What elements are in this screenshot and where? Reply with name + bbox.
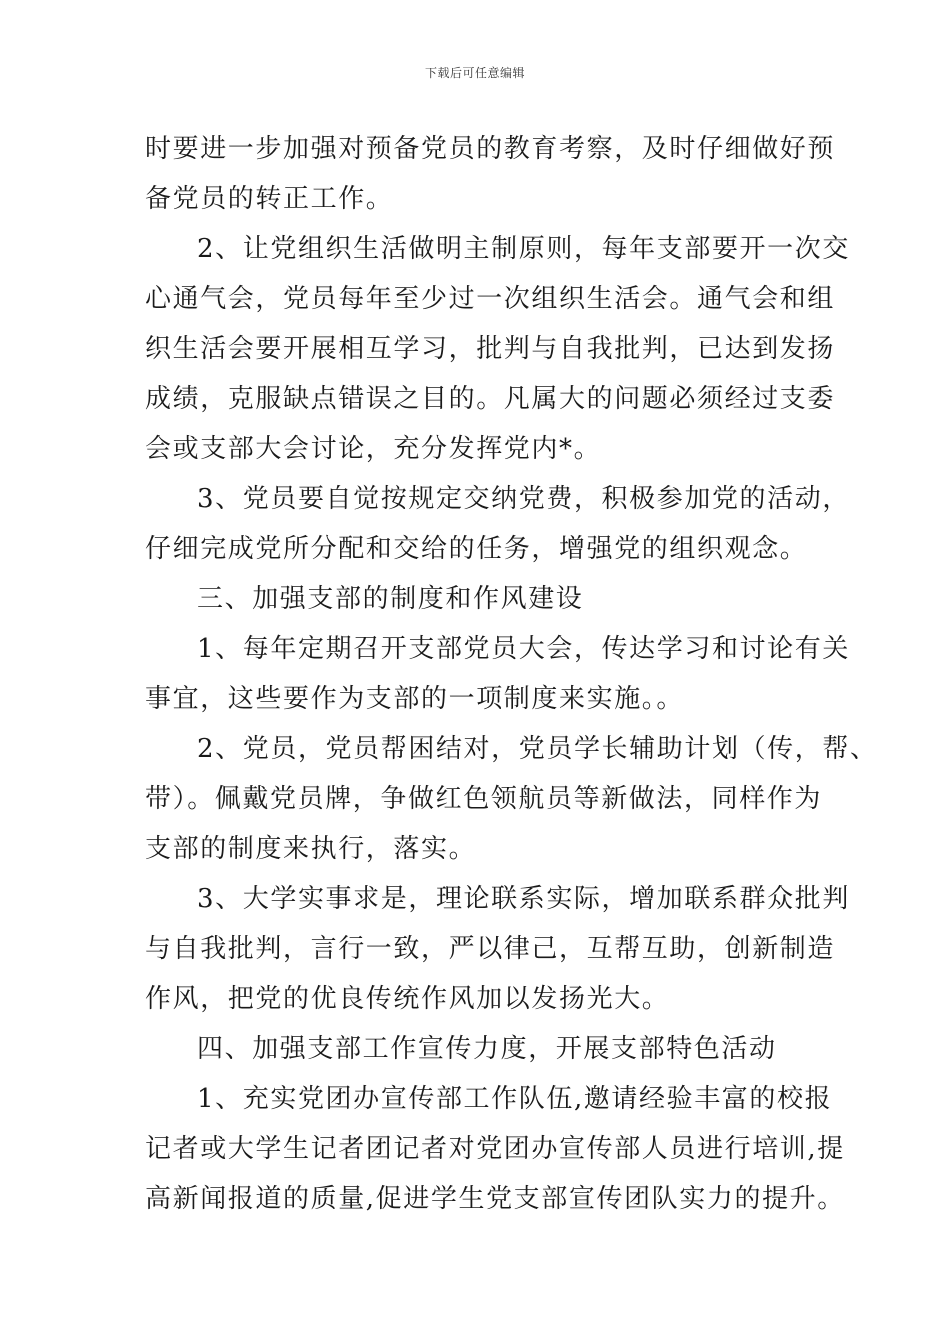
text-line: 1、每年定期召开支部党员大会，传达学习和讨论有关	[197, 634, 850, 664]
text-line: 成绩，克服缺点错误之目的。凡属大的问题必须经过支委	[145, 384, 836, 414]
text-line: 备党员的转正工作。	[145, 184, 394, 214]
text-line: 事宜，这些要作为支部的一项制度来实施。。	[145, 684, 685, 714]
text-line: 心通气会，党员每年至少过一次组织生活会。通气会和组	[145, 284, 836, 314]
text-line: 会或支部大会讨论，充分发挥党内*。	[145, 434, 602, 464]
text-line: 四、加强支部工作宣传力度，开展支部特色活动	[197, 1034, 777, 1064]
text-line: 1、充实党团办宣传部工作队伍,邀请经验丰富的校报	[197, 1084, 833, 1114]
text-line: 2、让党组织生活做明主制原则，每年支部要开一次交	[197, 234, 850, 264]
document-body	[145, 124, 878, 1224]
page-header: 下载后可任意编辑	[424, 66, 525, 80]
text-line: 时要进一步加强对预备党员的教育考察，及时仔细做好预	[145, 134, 836, 164]
text-line: 与自我批判，言行一致，严以律己，互帮互助，创新制造	[145, 934, 836, 964]
text-line: 带）。佩戴党员牌，争做红色领航员等新做法，同样作为	[145, 784, 823, 814]
text-line: 3、党员要自觉按规定交纳党费，积极参加党的活动，	[197, 484, 850, 514]
text-line: 三、加强支部的制度和作风建设	[197, 584, 584, 614]
text-line: 高新闻报道的质量,促进学生党支部宣传团队实力的提升。	[145, 1184, 845, 1214]
text-line: 仔细完成党所分配和交给的任务，增强党的组织观念。	[145, 534, 808, 564]
text-line: 支部的制度来执行，落实。	[145, 834, 477, 864]
text-line: 2、党员，党员帮困结对，党员学长辅助计划（传，帮、	[197, 734, 878, 764]
text-line: 织生活会要开展相互学习，批判与自我批判，已达到发扬	[145, 334, 836, 364]
text-line: 作风，把党的优良传统作风加以发扬光大。	[145, 984, 670, 1014]
text-line: 3、大学实事求是，理论联系实际，增加联系群众批判	[197, 884, 850, 914]
text-line: 记者或大学生记者团记者对党团办宣传部人员进行培训,提	[145, 1134, 845, 1164]
